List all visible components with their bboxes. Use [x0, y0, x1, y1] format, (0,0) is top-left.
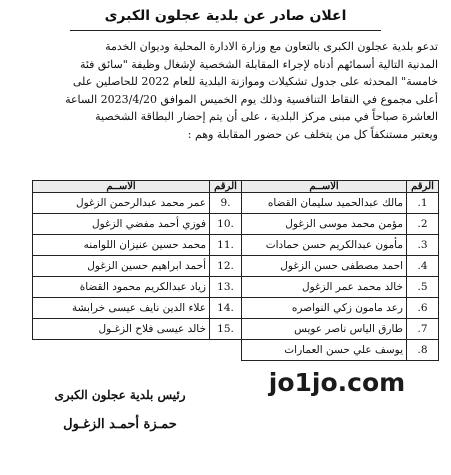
row-number: 6.: [407, 298, 439, 319]
row-number: 4.: [407, 256, 439, 277]
body-line: العاشرة صباحاً في مبنى مركز البلدية ، على أن يتم إحضار البطاقة الشخصية: [95, 110, 438, 124]
candidate-name: طارق الياس ناصر عويس: [242, 319, 407, 340]
row-number: .13: [210, 277, 242, 298]
title-underline: [70, 30, 381, 31]
row-number: .10: [210, 214, 242, 235]
row-number: .12: [210, 256, 242, 277]
candidate-name: مأمون عبدالكريم حسن حمادات: [242, 235, 407, 256]
body-line: ويعتبر مستنكفاً كل من يتخلف عن حضور المقابلة وهم :: [187, 127, 438, 141]
candidate-name: فوزي أحمد مفضي الزغول: [33, 214, 210, 235]
candidate-name: مؤمن محمد موسى الزغول: [242, 214, 407, 235]
column-header-name: الاســم: [33, 181, 210, 193]
row-number: 8.: [407, 340, 439, 361]
table-row: [33, 235, 439, 256]
column-header-number: الرقم: [407, 181, 439, 193]
column-header-name: الاســم: [242, 181, 407, 193]
table-header-row: [33, 181, 439, 193]
candidates-table: [32, 180, 439, 361]
candidate-name: احمد مصطفى حسن الزغول: [242, 256, 407, 277]
row-number: 3.: [407, 235, 439, 256]
row-number: .14: [210, 298, 242, 319]
page-title: اعلان صادر عن بلدية عجلون الكبرى: [104, 8, 347, 24]
row-number: 1.: [407, 193, 439, 214]
column-header-number: الرقم: [210, 181, 242, 193]
table-row: [33, 193, 439, 214]
candidate-name: مالك عبدالحميد سليمان القضاه: [242, 193, 407, 214]
candidate-name: عمر محمد عبدالرحمن الزغول: [33, 193, 210, 214]
row-number: .15: [210, 319, 242, 340]
row-number: .11: [210, 235, 242, 256]
candidate-name: خالد عيسى فلاح الزغـول: [33, 319, 210, 340]
table-row: [33, 319, 439, 340]
candidate-name: محمد حسين عنيزان اللوامنه: [33, 235, 210, 256]
table-row: [33, 298, 439, 319]
table-row: [33, 214, 439, 235]
candidate-name: خالد محمد عمر الزغول: [242, 277, 407, 298]
row-number: 7.: [407, 319, 439, 340]
candidate-name: يوسف علي حسن العمارات: [242, 340, 407, 361]
candidate-name: رعد مامون زكي النواصره: [242, 298, 407, 319]
site-watermark: jo1jo.com: [268, 368, 406, 397]
signatory-title: رئيس بلدية عجلون الكبرى: [54, 388, 186, 402]
candidate-name: زياد عبدالكريم محمود القضاة: [33, 277, 210, 298]
announcement-body: [14, 38, 438, 144]
body-line: تدعو بلدية عجلون الكبرى بالتعاون مع وزارة الادارة المحلية وديوان الخدمة: [105, 40, 438, 53]
candidate-name: علاء الدين نايف عيسى خرابشة: [33, 298, 210, 319]
row-number: 2.: [407, 214, 439, 235]
table-row: [33, 277, 439, 298]
row-number: .9: [210, 193, 242, 214]
body-line: أعلى مجموع في النقاط التنافسية وذلك يوم الخميس الموافق 2023/4/20 الساعة: [65, 92, 438, 106]
table-row: [33, 340, 439, 361]
candidate-name: أحمد ابراهيم حسين الزغول: [33, 256, 210, 277]
signatory-name: حمـزة أحمـد الزغـول: [63, 417, 177, 432]
table-row: [33, 256, 439, 277]
body-line: المدنية التالية أسمائهم أدناه لإجراء المقابلة الشخصية لإشغال وظيفة "سائق فئة: [79, 57, 438, 71]
row-number: 5.: [407, 277, 439, 298]
body-line: خامسة" المحدثه على جدول تشكيلات وموازنة البلدية للعام 2022 للحاصلين على: [72, 75, 438, 89]
